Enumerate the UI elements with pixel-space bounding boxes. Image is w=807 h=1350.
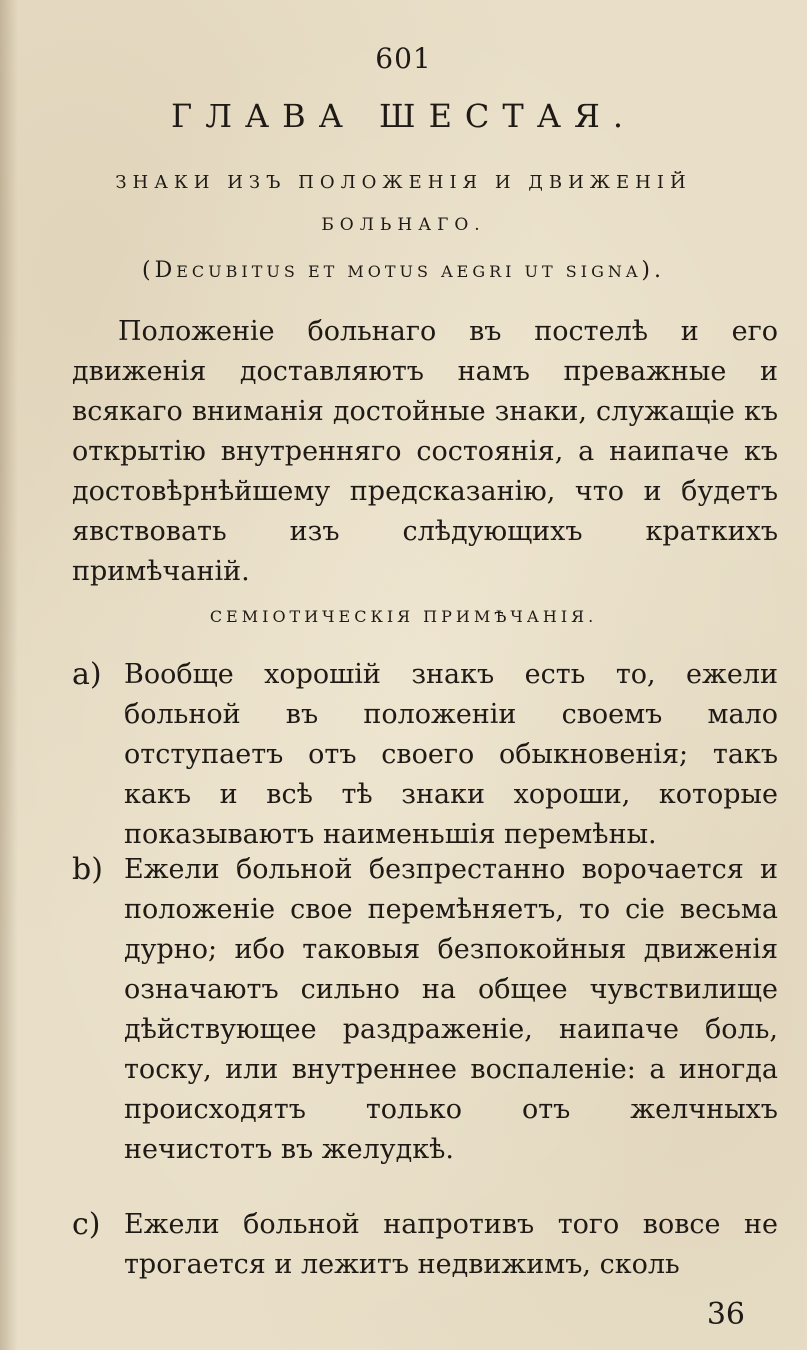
list-item-marker: c) bbox=[72, 1207, 101, 1242]
page-gutter-shadow bbox=[0, 0, 18, 1350]
list-item-text: Вообще хорошій знакъ есть то, ежели больной въ положеніи своемъ мало отступаетъ отъ своего обыкновенія; такъ какъ и всѣ тѣ знаки хороши, которые показываютъ наименьшія перемѣны. bbox=[124, 659, 778, 850]
list-item-text: Ежели больной безпрестанно ворочается и положеніе свое перемѣняетъ, то сіе весьма дурно; ибо таковыя безпокойныя движенія означаютъ сильно на общее чувствилище дѣйствующее раздраженіе, наипаче боль, тоску, или внутреннее воспаленіе: а иногда происходятъ только отъ желчныхъ нечистотъ въ желудкѣ. bbox=[124, 854, 778, 1165]
list-item-marker: b) bbox=[72, 852, 103, 887]
latin-subtitle-close: ). bbox=[641, 258, 665, 283]
latin-subtitle-text: ECUBITUS ET MOTUS AEGRI UT SIGNA bbox=[176, 262, 642, 281]
latin-subtitle-open: (D bbox=[142, 258, 177, 283]
list-item-a bbox=[72, 655, 778, 855]
section-heading: СЕМІОТИЧЕСКІЯ ПРИМѢЧАНІЯ. bbox=[209, 607, 598, 626]
intro-paragraph: Положеніе больнаго въ постелѣ и его движенія доставляютъ намъ преважные и всякаго вниманія достойные знаки, служащіе къ открытію внутренняго состоянія, а наипаче къ достовѣрнѣйшему предсказанію, что и будетъ явствовать изъ слѣдующихъ краткихъ примѣчаній. bbox=[72, 316, 778, 587]
list-item-marker: a) bbox=[72, 657, 102, 692]
printer-signature-mark: 36 bbox=[706, 1297, 745, 1332]
chapter-subtitle-line2: БОЛЬНАГО. bbox=[321, 215, 486, 235]
chapter-title: ГЛАВА ШЕСТАЯ. bbox=[171, 97, 636, 135]
list-item-text: Ежели больной напротивъ того вовсе не трогается и лежитъ недвижимъ, сколь bbox=[124, 1209, 778, 1280]
latin-subtitle bbox=[0, 258, 807, 283]
chapter-subtitle-line1: ЗНАКИ ИЗЪ ПОЛОЖЕНІЯ И ДВИЖЕНІЙ bbox=[115, 172, 692, 193]
page-number: 601 bbox=[375, 42, 432, 75]
list-item-b bbox=[72, 850, 778, 1170]
list-item-c bbox=[72, 1205, 778, 1285]
